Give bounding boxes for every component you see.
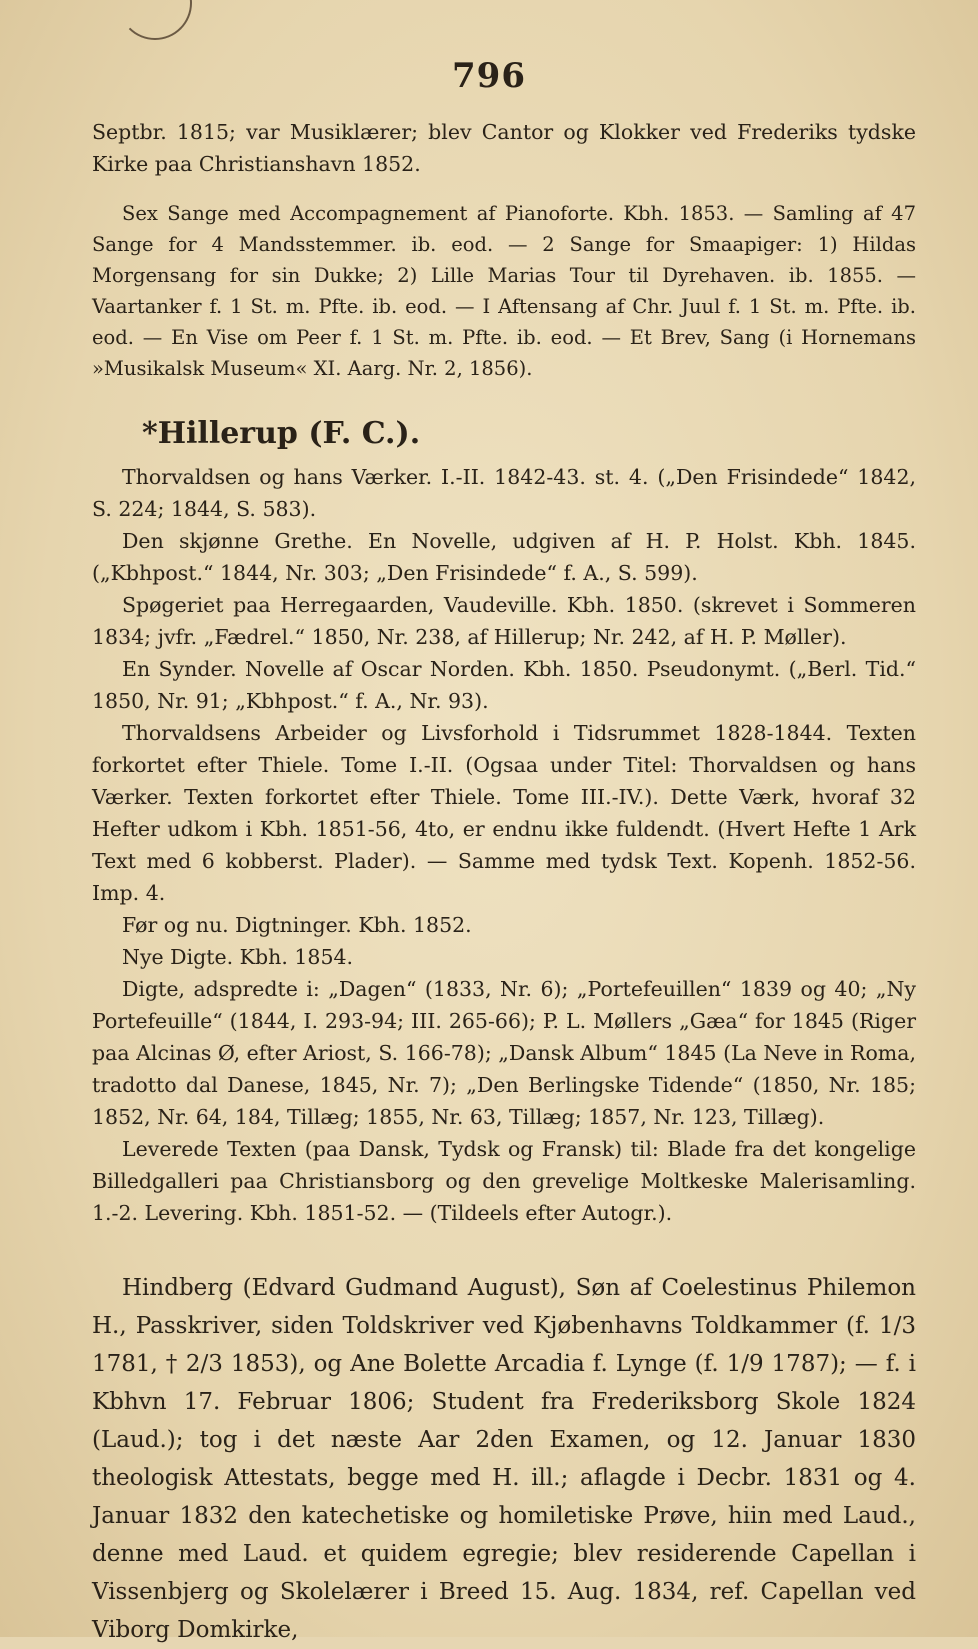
paragraph: Den skjønne Grethe. En Novelle, udgiven af H. P. Holst. Kbh. 1845. („Kbhpost.“ 1844, Nr. 303; „Den Frisindede“ f. A., S. 599). xyxy=(92,529,916,585)
spacer xyxy=(92,180,916,198)
paragraph: Thorvaldsens Arbeider og Livsforhold i Tidsrummet 1828-1844. Texten forkortet efter Thiele. Tome I.-II. (Ogsaa under Titel: Thorvaldsen og hans Værker. Texten forkortet efter Thiele. Tome III.-IV.). Dette Værk, hvoraf 32 Hefter udkom i Kbh. 1851-56, 4to, er endnu ikke fuldendt. (Hvert Hefte 1 Ark Text med 6 kobberst. Plader). — Samme med tydsk Text. Kopenh. 1852-56. Imp. 4. xyxy=(92,721,916,905)
paragraph: Leverede Texten (paa Dansk, Tydsk og Fransk) til: Blade fra det kongelige Billedgalleri paa Christiansborg og den grevelige Moltkeske Malerisamling. 1.-2. Levering. Kbh. 1851-52. — (Tildeels efter Autogr.). xyxy=(92,1137,916,1225)
paragraph: Spøgeriet paa Herregaarden, Vaudeville. Kbh. 1850. (skrevet i Sommeren 1834; jvfr. „Fædrel.“ 1850, Nr. 238, af Hillerup; Nr. 242, af H. P. Møller). xyxy=(92,593,916,649)
text-body xyxy=(92,116,916,1649)
page-corner-mark xyxy=(118,0,192,40)
paragraph: En Synder. Novelle af Oscar Norden. Kbh. 1850. Pseudonymt. („Berl. Tid.“ 1850, Nr. 91; „Kbhpost.“ f. A., Nr. 93). xyxy=(92,657,916,713)
spacer xyxy=(92,1229,916,1269)
paragraph: Septbr. 1815; var Musiklærer; blev Cantor og Klokker ved Frederiks tydske Kirke paa Christianshavn 1852. xyxy=(92,120,916,176)
paragraph: Sex Sange med Accompagnement af Pianoforte. Kbh. 1853. — Samling af 47 Sange for 4 Mandsstemmer. ib. eod. — 2 Sange for Smaapiger: 1) Hildas Morgensang for sin Dukke; 2) Lille Marias Tour til Dyrehaven. ib. 1855. — Vaartanker f. 1 St. m. Pfte. ib. eod. — I Aftensang af Chr. Juul f. 1 St. m. Pfte. ib. eod. — En Vise om Peer f. 1 St. m. Pfte. ib. eod. — Et Brev, Sang (i Hornemans »Musikalsk Museum« XI. Aarg. Nr. 2, 1856). xyxy=(92,202,916,380)
paragraph: Digte, adspredte i: „Dagen“ (1833, Nr. 6); „Portefeuillen“ 1839 og 40; „Ny Portefeuille“ (1844, I. 293-94; III. 265-66); P. L. Møllers „Gæa“ for 1845 (Riger paa Alcinas Ø, efter Ariost, S. 166-78); „Dansk Album“ 1845 (La Neve in Roma, tradotto dal Danese, 1845, Nr. 7); „Den Berlingske Tidende“ (1850, Nr. 185; 1852, Nr. 64, 184, Tillæg; 1855, Nr. 63, Tillæg; 1857, Nr. 123, Tillæg). xyxy=(92,977,916,1129)
paragraph: Hindberg (Edvard Gudmand August), Søn af Coelestinus Philemon H., Passkriver, siden Toldskriver ved Kjøbenhavns Toldkammer (f. 1/3 1781, † 2/3 1853), og Ane Bolette Arcadia f. Lynge (f. 1/9 1787); — f. i Kbhvn 17. Februar 1806; Student fra Frederiksborg Skole 1824 (Laud.); tog i det næste Aar 2den Examen, og 12. Januar 1830 theologisk Attestats, begge med H. ill.; aflagde i Decbr. 1831 og 4. Januar 1832 den katechetiske og homiletiske Prøve, hiin med Laud., denne med Laud. et quidem egregie; blev residerende Capellan i Vissenbjerg og Skolelærer i Breed 15. Aug. 1834, ref. Capellan ved Viborg Domkirke, xyxy=(92,1275,916,1643)
paragraph: Nye Digte. Kbh. 1854. xyxy=(122,945,354,969)
paragraph: Thorvaldsen og hans Værker. I.-II. 1842-43. st. 4. („Den Frisindede“ 1842, S. 224; 1844, S. 583). xyxy=(92,465,916,521)
entry-heading: *Hillerup (F. C.). xyxy=(142,416,421,451)
page-number: 796 xyxy=(452,56,526,96)
paragraph: Før og nu. Digtninger. Kbh. 1852. xyxy=(122,913,472,937)
spacer xyxy=(92,384,916,402)
